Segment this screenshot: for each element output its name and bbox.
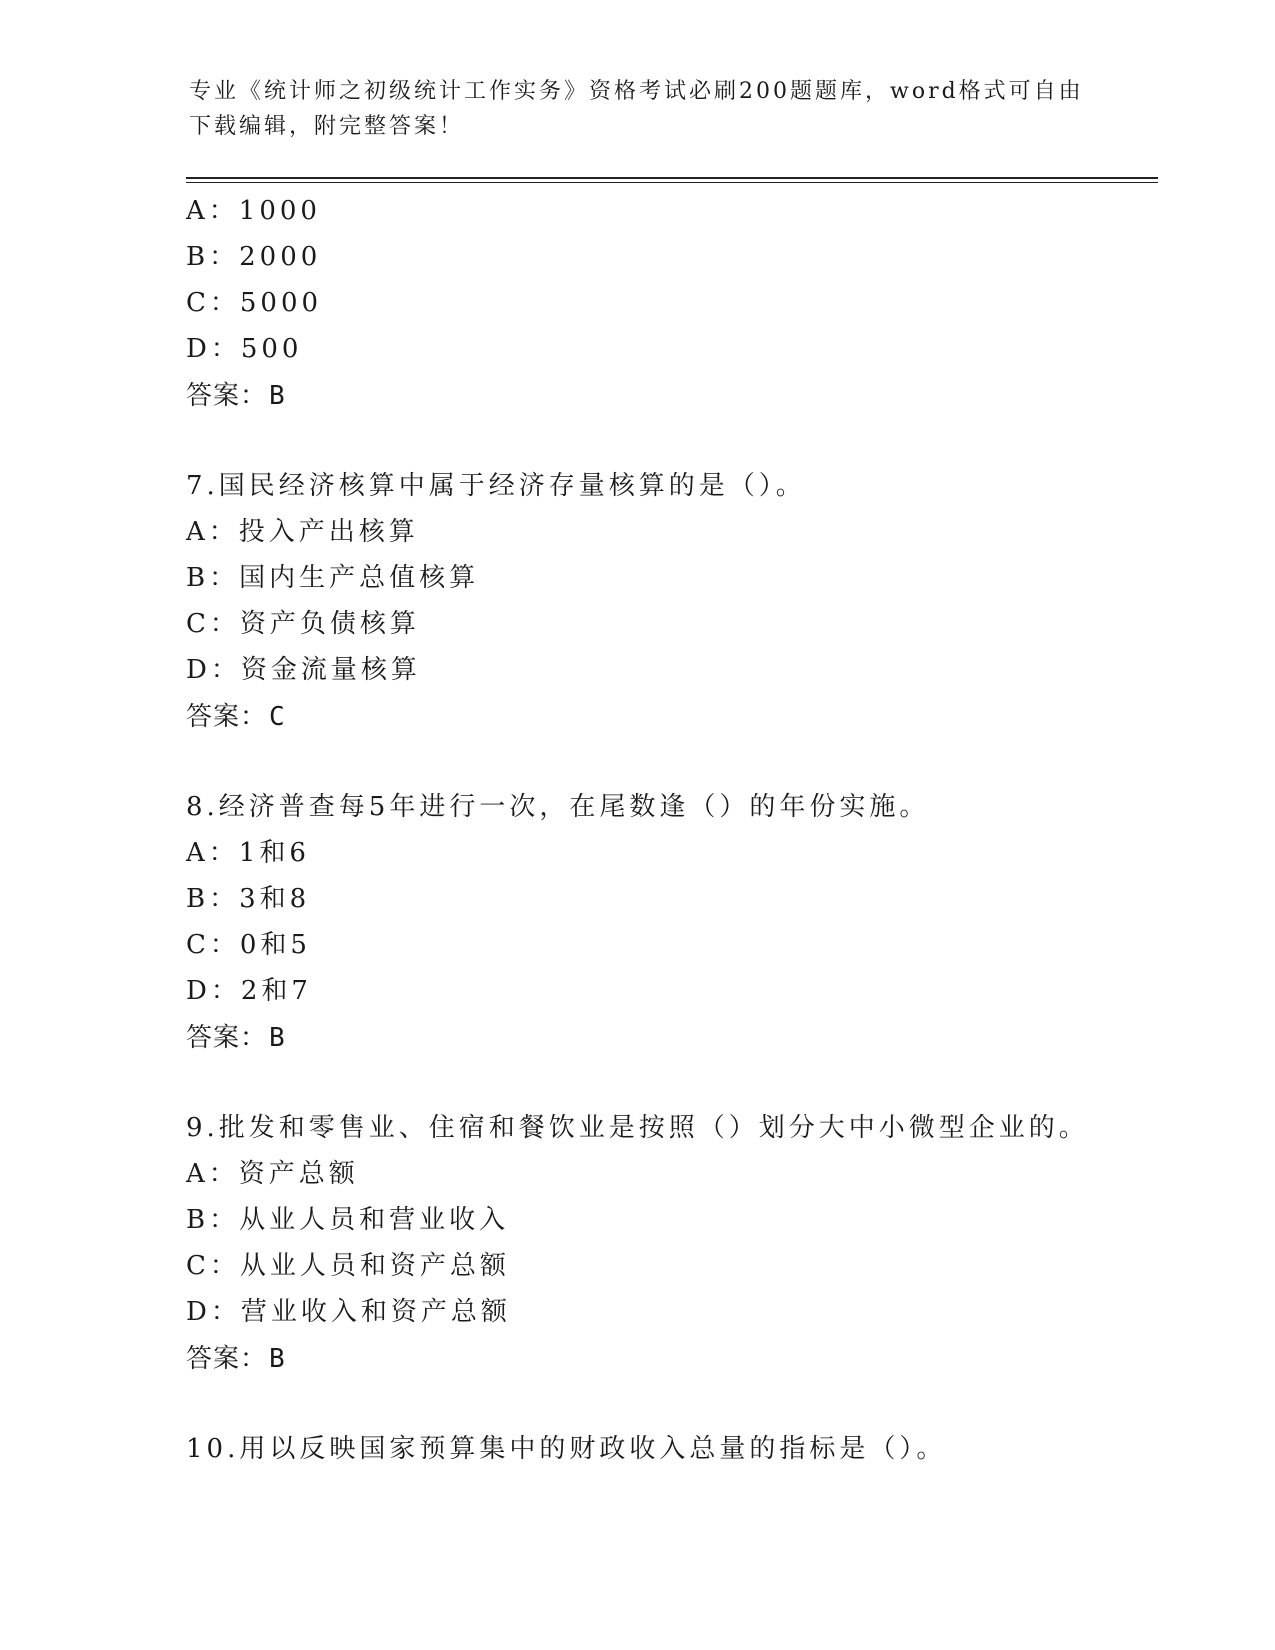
option-b: B：国内生产总值核算 bbox=[186, 563, 480, 593]
option-b: B：3和8 bbox=[186, 884, 311, 914]
question-text: 7.国民经济核算中属于经济存量核算的是（）。 bbox=[186, 471, 806, 501]
spacer bbox=[186, 418, 1146, 463]
option-c: C：5000 bbox=[186, 288, 323, 318]
option-d: D：2和7 bbox=[186, 976, 312, 1006]
header-divider-thin bbox=[186, 182, 1158, 183]
question-block-9 bbox=[186, 1105, 1146, 1381]
answer-line bbox=[186, 372, 1146, 418]
option-b: B：2000 bbox=[186, 242, 322, 272]
answer-line bbox=[186, 693, 1146, 739]
question-block-8 bbox=[186, 784, 1146, 1060]
option-d: D：500 bbox=[186, 334, 303, 364]
option-a: A：1000 bbox=[186, 196, 321, 226]
answer-label: 答案： bbox=[186, 1022, 268, 1052]
option-b: B：从业人员和营业收入 bbox=[186, 1205, 510, 1235]
question-text: 9.批发和零售业、住宿和餐饮业是按照（）划分大中小微型企业的。 bbox=[186, 1113, 1089, 1143]
option-c: C：资产负债核算 bbox=[186, 609, 420, 639]
option-d: D：资金流量核算 bbox=[186, 655, 421, 685]
option-a: A：资产总额 bbox=[186, 1159, 359, 1189]
answer-label: 答案： bbox=[186, 380, 268, 410]
answer-line bbox=[186, 1014, 1146, 1060]
spacer bbox=[186, 739, 1146, 784]
question-block-7 bbox=[186, 463, 1146, 739]
header-divider-thick bbox=[186, 177, 1158, 179]
answer-value: C bbox=[269, 702, 286, 732]
option-c: C：从业人员和资产总额 bbox=[186, 1251, 510, 1281]
spacer bbox=[186, 1060, 1146, 1105]
question-text: 8.经济普查每5年进行一次，在尾数逢（）的年份实施。 bbox=[186, 792, 930, 822]
spacer bbox=[186, 1381, 1146, 1426]
answer-value: B bbox=[269, 1023, 286, 1053]
document-header bbox=[189, 74, 1089, 144]
option-c: C：0和5 bbox=[186, 930, 311, 960]
question-block-10 bbox=[186, 1426, 1146, 1472]
question-list bbox=[186, 188, 1146, 1472]
option-a: A：1和6 bbox=[186, 838, 310, 868]
header-line-1: 专业《统计师之初级统计工作实务》资格考试必刷200题题库，word格式可自由 bbox=[189, 79, 1084, 104]
answer-value: B bbox=[269, 381, 286, 411]
option-a: A：投入产出核算 bbox=[186, 517, 419, 547]
answer-line bbox=[186, 1335, 1146, 1381]
header-line-2: 下载编辑，附完整答案！ bbox=[189, 114, 465, 139]
option-d: D：营业收入和资产总额 bbox=[186, 1297, 511, 1327]
answer-value: B bbox=[269, 1344, 286, 1374]
question-text: 10.用以反映国家预算集中的财政收入总量的指标是（）。 bbox=[186, 1434, 947, 1464]
answer-label: 答案： bbox=[186, 1343, 268, 1373]
answer-label: 答案： bbox=[186, 701, 268, 731]
question-block-6 bbox=[186, 188, 1146, 418]
